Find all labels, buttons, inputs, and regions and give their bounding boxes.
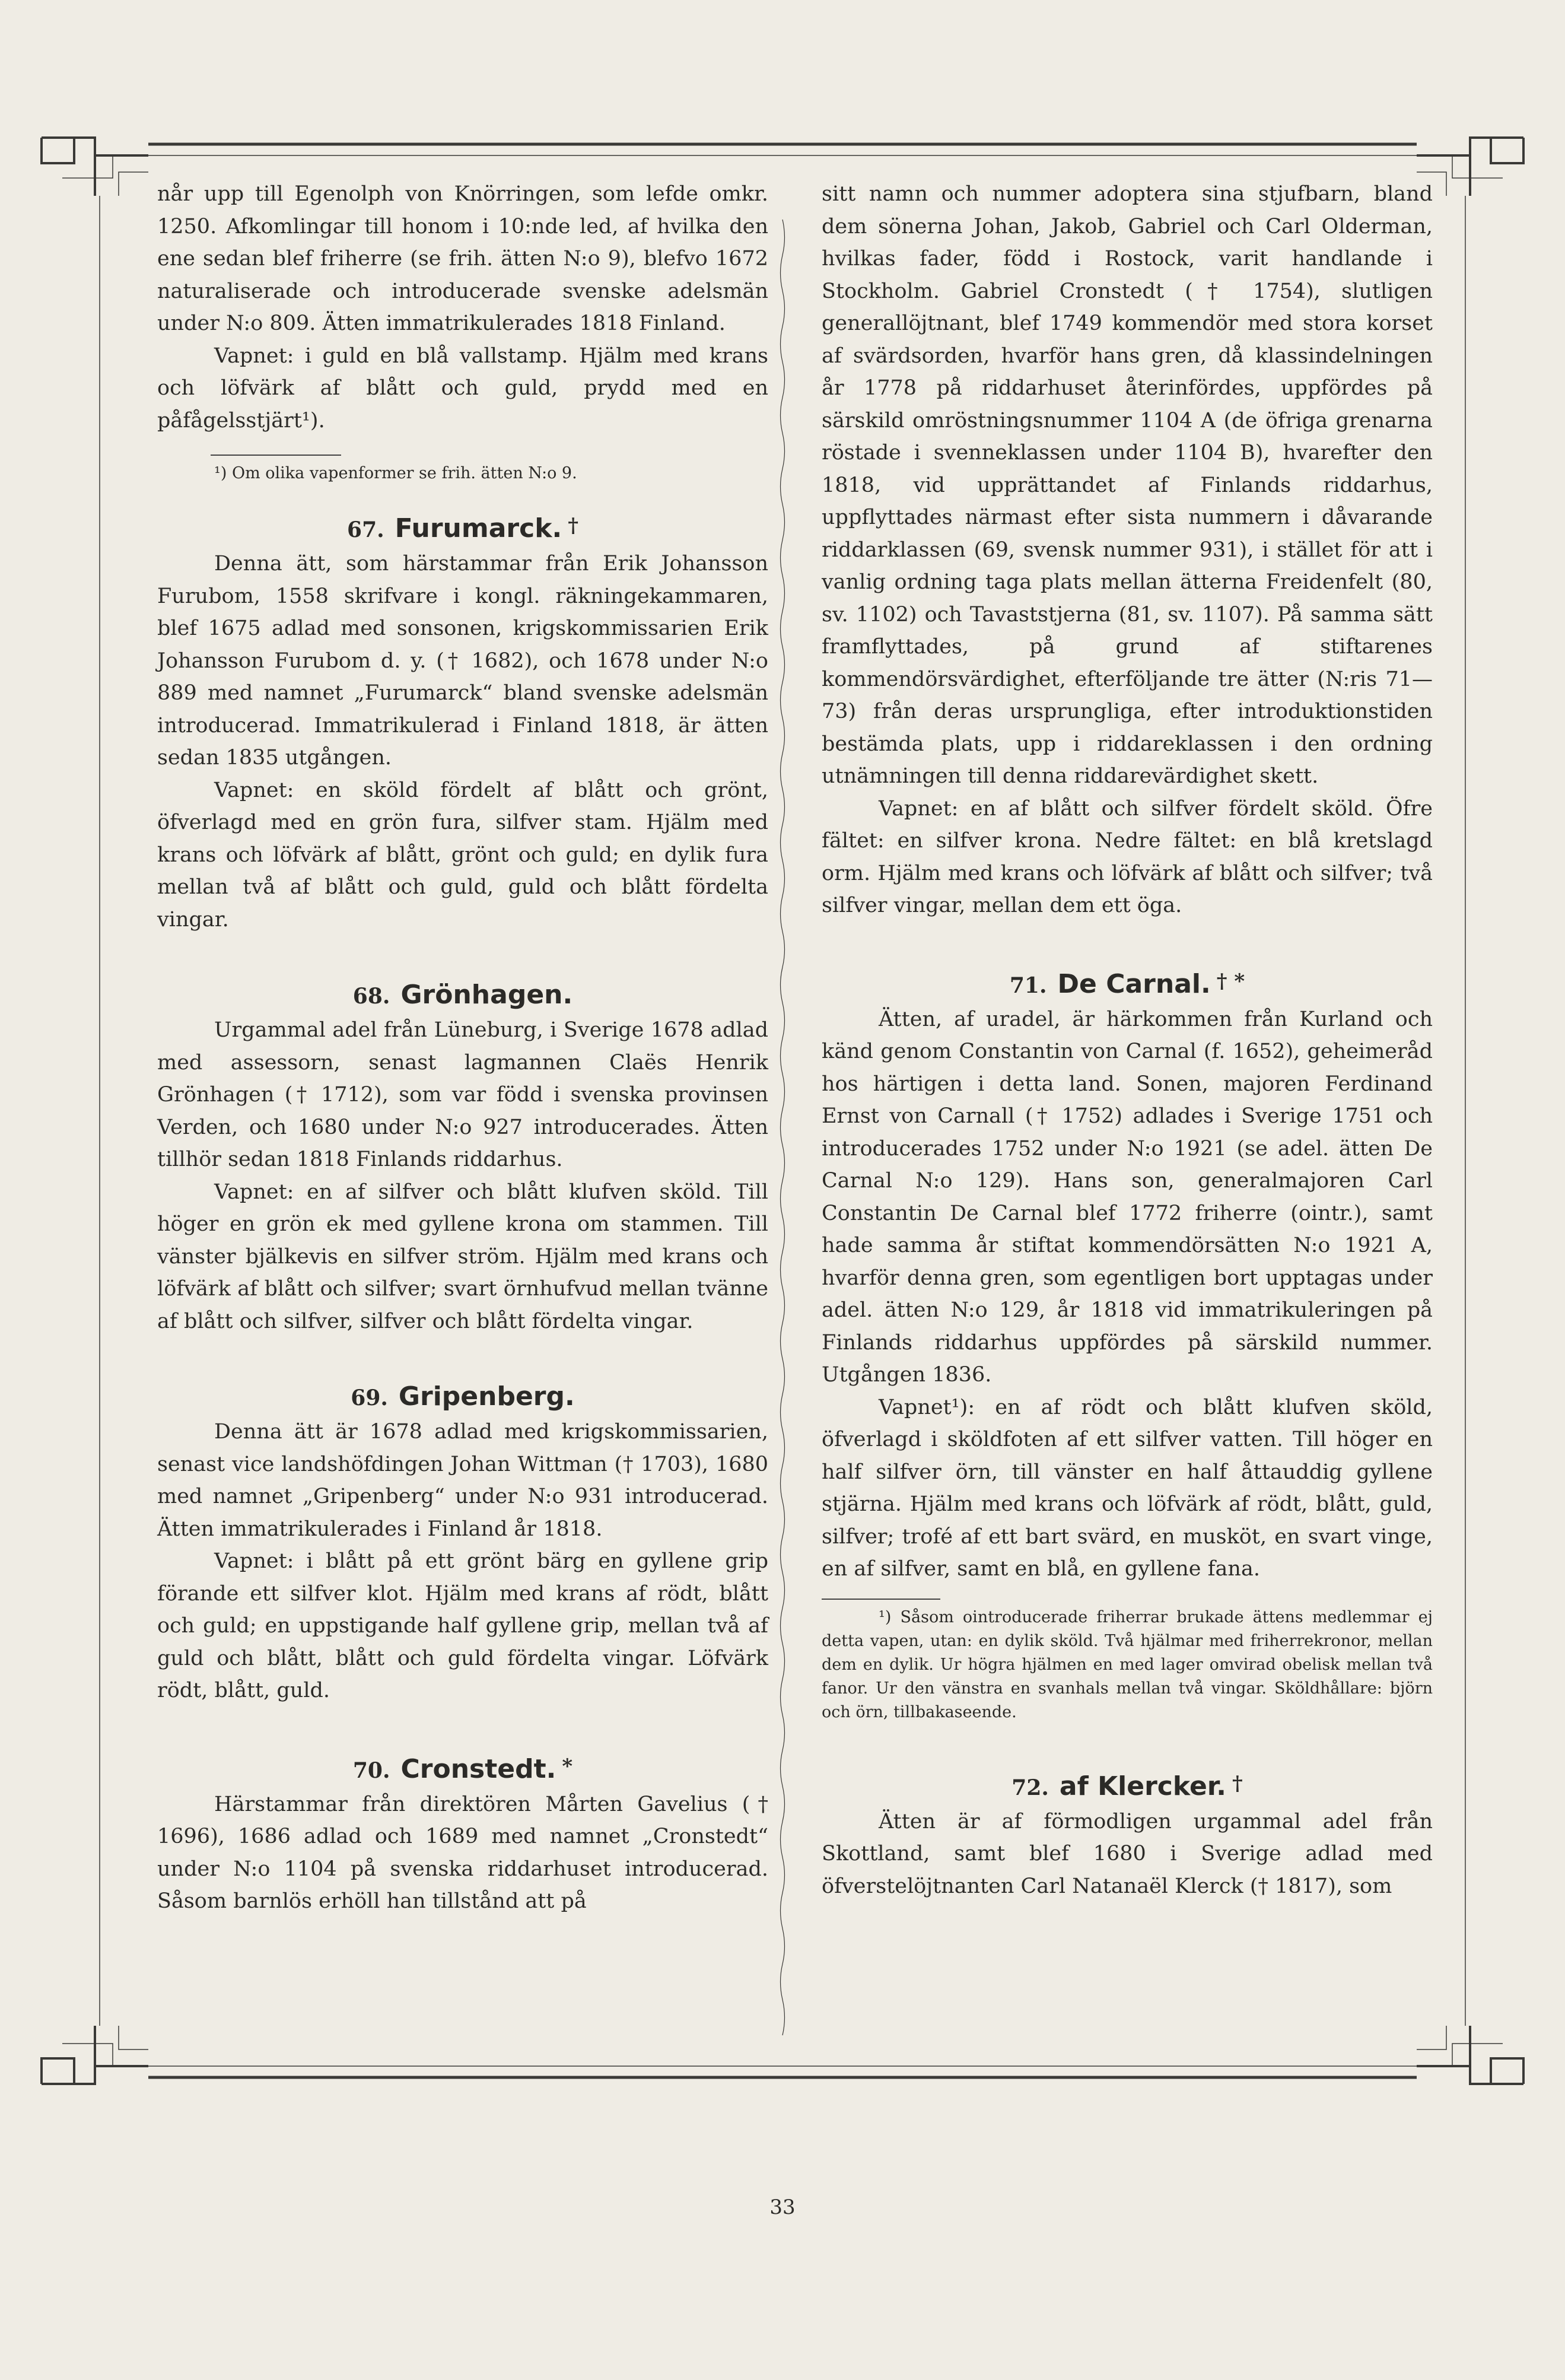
section-67-title: Furumarck. <box>395 513 562 544</box>
section-68-title: Grönhagen. <box>400 980 573 1010</box>
section-70-number: 70. <box>352 1758 390 1783</box>
section-70-mark: * <box>562 1754 573 1778</box>
section-72-mark: † <box>1232 1771 1243 1796</box>
footnote-rule-71 <box>822 1599 940 1600</box>
page-number: 33 <box>769 2195 796 2219</box>
section-68-paragraph-2: Vapnet: en af silfver och blått klufven sköld. Till höger en grön ek med gyllene krona om stammen. Till vänster bjälkevis en silfver ström. Hjälm med krans och löfvärk af blått och silfver; svart örnhufvud mellan tvänne af blått och silfver, silfver och blått fördelta vingar. <box>157 1180 768 1333</box>
section-71-paragraph-1: Ätten, af uradel, är härkommen från Kurland och känd genom Constantin von Carnal (f. 1652), geheimeråd hos härtigen i detta land. Sonen, majoren Ferdinand Ernst von Carnall († 1752) adlades i Sverige 1751 och introducerades 1752 under N:o 1921 (se adel. ätten De Carnal N:o 129). Hans son, generalmajoren Carl Constantin De Carnal blef 1772 friherre (ointr.), samt hade samma år stiftat kommendörsätten N:o 1921 A, hvarför denna gren, som egentligen bort upptagas under adel. ätten N:o 129, år 1818 vid immatrikuleringen på Finlands riddarhus uppfördes på särskild nummer. Utgången 1836. <box>822 1007 1433 1387</box>
section-72-paragraph-1: Ätten är af förmodligen urgammal adel från Skottland, samt blef 1680 i Sverige adlad med öfverstelöjtnanten Carl Natanaël Klerck († 1817), som <box>822 1809 1433 1898</box>
section-71-footnote: ¹) Såsom ointroducerade friherrar brukade ättens medlemmar ej detta vapen, utan: en dylik sköld. Två hjälmar med friherrekronor, mellan dem en dylik. Ur högra hjälmen en med lager omvirad obelisk mellan två fanor. Ur den vänstra en svanhals mellan två vingar. Sköldhållare: björn och örn, tillbakaseende. <box>822 1607 1433 1721</box>
section-69-title: Gripenberg. <box>398 1381 575 1412</box>
section-68-number: 68. <box>352 984 390 1009</box>
section-68-heading <box>157 977 768 1014</box>
section-70-paragraph-1: Härstammar från direktören Mårten Gavelius († 1696), 1686 adlad och 1689 med namnet „Cronstedt“ under N:o 1104 på svenska riddarhuset introducerad. Såsom barnlös erhöll han tillstånd att på <box>157 1792 768 1913</box>
section-72-heading <box>822 1766 1433 1806</box>
section-68-paragraph-1: Urgammal adel från Lüneburg, i Sverige 1678 adlad med assessorn, senast lagmannen Claës Henrik Grönhagen († 1712), som var född i svenska provinsen Verden, och 1680 under N:o 927 introducerades. Ätten tillhör sedan 1818 Finlands riddarhus. <box>157 1018 768 1171</box>
intro-paragraph-2: Vapnet: i guld en blå vallstamp. Hjälm med krans och löfvärk af blått och guld, prydd med en påfågelsstjärt¹). <box>157 344 768 433</box>
continuation-paragraph-2: Vapnet: en af blått och silfver fördelt sköld. Öfre fältet: en silfver krona. Nedre fältet: en blå kretslagd orm. Hjälm med krans och löfvärk af blått och silfver; två silfver vingar, mellan dem ett öga. <box>822 796 1433 917</box>
section-71-mark: † * <box>1216 969 1245 993</box>
section-72-number: 72. <box>1011 1775 1049 1800</box>
continuation-paragraph-1: sitt namn och nummer adoptera sina stjufbarn, bland dem sönerna Johan, Jakob, Gabriel och Carl Olderman, hvilkas fader, född i Rostock, varit handlande i Stockholm. Gabriel Cronstedt († 1754), slutligen generallöjtnant, blef 1749 kommendör med stora korset af svärdsorden, hvarför hans gren, då klassindelningen år 1778 på riddarhuset återinfördes, uppfördes på särskild omröstningsnummer 1104 A (de öfriga grenarna röstade i svenneklassen under 1104 B), hvarefter den 1818, vid upprättandet af Finlands riddarhus, uppflyttades närmast efter sista nummern i dåvarande riddarklassen (69, svensk nummer 931), i stället för att i vanlig ordning taga plats mellan ätterna Freidenfelt (80, sv. 1102) och Tavaststjerna (81, sv. 1107). På samma sätt framflyttades, på grund af stiftarenes kommendörsvärdighet, efterföljande tre ätter (N:ris 71—73) från deras ursprungliga, efter introduktionstiden bestämda plats, upp i riddareklassen i den ordning utnämningen till denna riddarevärdighet skett. <box>822 182 1433 788</box>
section-69-number: 69. <box>351 1386 388 1410</box>
section-70-title: Cronstedt. <box>400 1753 556 1784</box>
intro-paragraph-1: når upp till Egenolph von Knörringen, som lefde omkr. 1250. Afkomlingar till honom i 10:nde led, af hvilka den ene sedan blef friherre (se frih. ätten N:o 9), blefvo 1672 naturaliserade och introducerade svenske adelsmän under N:o 809. Ätten immatrikulerades 1818 Finland. <box>157 182 768 335</box>
intro-footnote: ¹) Om olika vapenformer se frih. ätten N:o 9. <box>214 464 577 482</box>
section-72-title: af Klercker. <box>1059 1771 1226 1801</box>
footnote-rule <box>211 455 341 456</box>
section-67-heading <box>157 508 768 548</box>
section-71-heading <box>822 964 1433 1003</box>
section-71-number: 71. <box>1009 973 1047 998</box>
right-column <box>822 178 1433 1902</box>
section-67-number: 67. <box>347 517 384 542</box>
section-69-paragraph-2: Vapnet: i blått på ett grönt bärg en gyllene grip förande ett silfver klot. Hjälm med krans af rödt, blått och guld; en uppstigande half gyllene grip, mellan två af guld och blått, blått och guld fördelta vingar. Löfvärk rödt, blått, guld. <box>157 1549 768 1702</box>
section-70-heading <box>157 1749 768 1788</box>
section-71-title: De Carnal. <box>1057 968 1211 999</box>
section-71-paragraph-2: Vapnet¹): en af rödt och blått klufven sköld, öfverlagd i sköldfoten af ett silfver vatten. Till höger en half silfver örn, till vänster en half åttauddig gyllene stjärna. Hjälm med krans och löfvärk af rödt, blått, guld, silfver; trofé af ett bart svärd, en musköt, en svart vinge, en af silfver, samt en blå, en gyllene fana. <box>822 1395 1433 1581</box>
section-67-paragraph-1: Denna ätt, som härstammar från Erik Johansson Furubom, 1558 skrifvare i kongl. räkningekammaren, blef 1675 adlad med sonsonen, krigskommissarien Erik Johansson Furubom d. y. († 1682), och 1678 under N:o 889 med namnet „Furumarck“ bland svenske adelsmän introducerad. Immatrikulerad i Finland 1818, är ätten sedan 1835 utgången. <box>157 552 768 770</box>
section-69-heading <box>157 1379 768 1416</box>
section-67-paragraph-2: Vapnet: en sköld fördelt af blått och grönt, öfverlagd med en grön fura, silfver stam. Hjälm med krans och löfvärk af blått, grönt och guld; en dylik fura mellan två af blått och guld, guld och blått fördelta vingar. <box>157 778 768 932</box>
left-column <box>157 178 768 1918</box>
section-69-paragraph-1: Denna ätt är 1678 adlad med krigskommissarien, senast vice landshöfdingen Johan Wittman († 1703), 1680 med namnet „Gripenberg“ under N:o 931 introducerad. Ätten immatrikulerades i Finland år 1818. <box>157 1420 768 1541</box>
section-67-mark: † <box>568 514 578 538</box>
